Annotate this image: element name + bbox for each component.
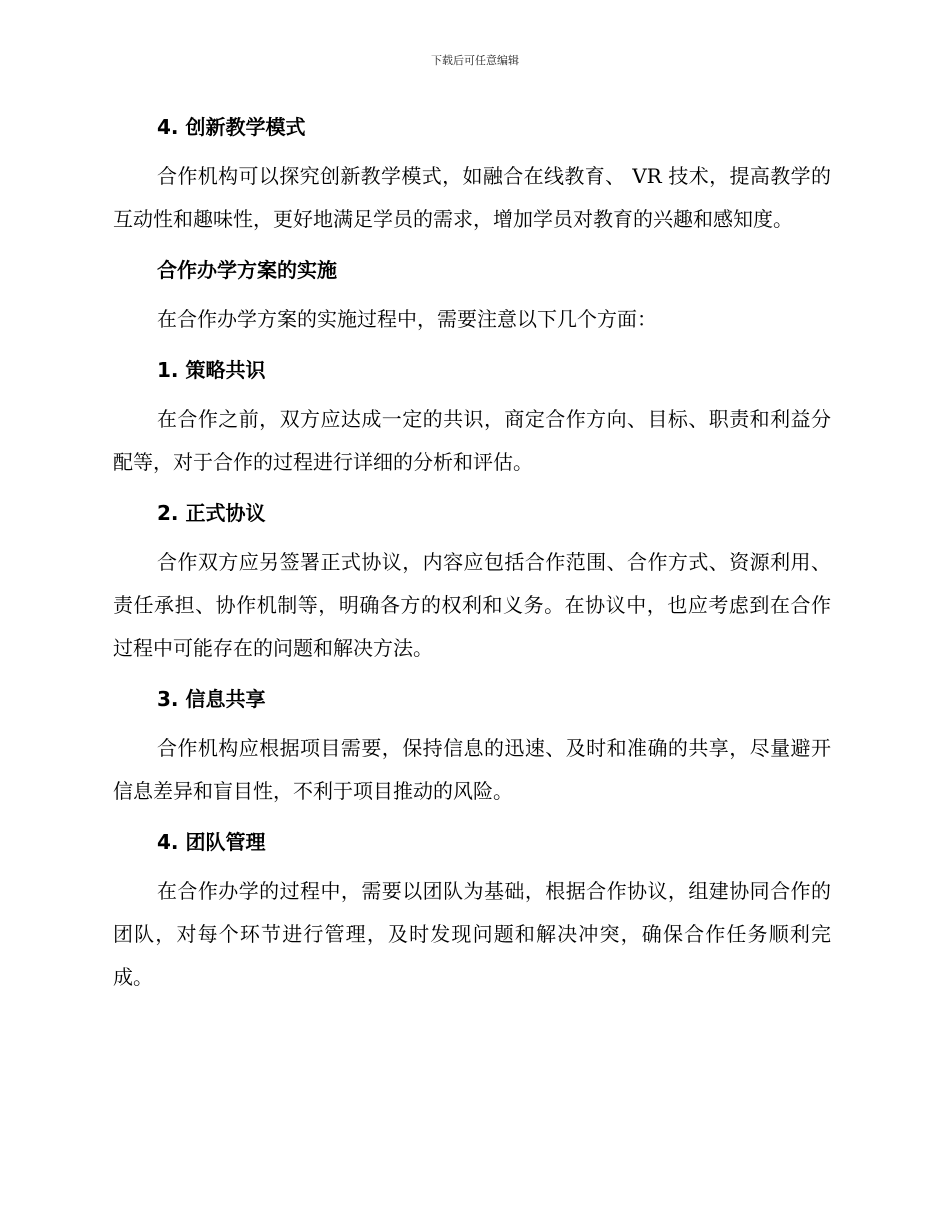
paragraph-information-sharing: 合作机构应根据项目需要，保持信息的迅速、及时和准确的共享，尽量避开信息差异和盲目性，不利于项目推动的风险。 [113,736,831,803]
paragraph-formal-agreement: 合作双方应另签署正式协议，内容应包括合作范围、合作方式、资源利用、责任承担、协作机制等，明确各方的权利和义务。在协议中，也应考虑到在合作过程中可能存在的问题和解决方法。 [113,550,831,660]
paragraph-strategy-consensus: 在合作之前，双方应达成一定的共识，商定合作方向、目标、职责和利益分配等，对于合作的过程进行详细的分析和评估。 [113,407,831,474]
section-heading-information-sharing: 3. 信息共享 [157,687,266,711]
section-heading-formal-agreement: 2. 正式协议 [157,501,266,525]
section-heading-implementation: 合作办学方案的实施 [157,258,337,282]
section-heading-team-management: 4. 团队管理 [157,830,266,854]
section-heading-innovative-teaching: 4. 创新教学模式 [157,115,306,139]
paragraph-team-management: 在合作办学的过程中，需要以团队为基础，根据合作协议，组建协同合作的团队，对每个环节进行管理，及时发现问题和解决冲突，确保合作任务顺利完成。 [113,879,831,989]
section-heading-strategy-consensus: 1. 策略共识 [157,358,266,382]
header-note: 下载后可任意编辑 [431,54,519,67]
paragraph-innovative-teaching: 合作机构可以探究创新教学模式，如融合在线教育、 VR 技术，提高教学的互动性和趣味性，更好地满足学员的需求，增加学员对教育的兴趣和感知度。 [113,164,831,231]
paragraph-implementation-intro: 在合作办学方案的实施过程中，需要注意以下几个方面： [157,307,657,331]
document-body [113,110,831,1011]
